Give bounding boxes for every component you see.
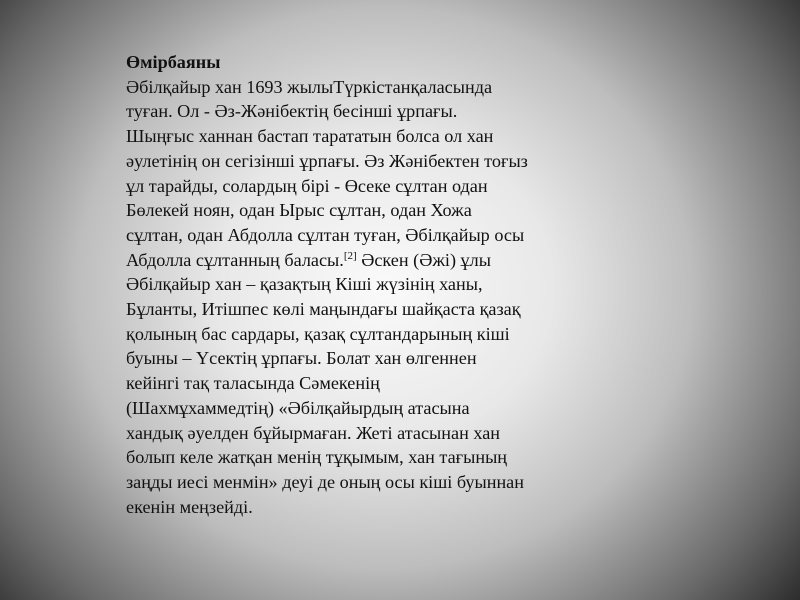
biography-heading: Өмірбаяны [126,52,221,72]
text-line: (Шахмұхаммедтің) «Әбілқайырдың атасына [126,397,470,418]
text-line: буыны – Үсектің ұрпағы. Болат хан өлгеннен [126,348,477,369]
text-line: Бұланты, Итішпес көлі маңындағы шайқаста қазақ [126,299,521,320]
text-line: Әбілқайыр хан – қазақтың Кіші жүзінің ханы, [126,274,483,295]
text-line: сұлтан, одан Абдолла сұлтан туған, Әбілқайыр осы [126,224,525,245]
text-line: Шыңғыс ханнан бастап тарататын болса ол хан [126,126,494,147]
text-line: Бөлекей ноян, одан Ырыс сұлтан, одан Хожа [126,200,472,221]
text-line: екенін меңзейді. [126,496,253,517]
text-line: қолының бас сардары, қазақ сұлтандарының кіші [126,323,510,344]
text-line: Әбілқайыр хан 1693 жылыТүркістанқаласында [126,76,493,97]
biography-text [126,50,626,519]
text-line: кейінгі тақ таласында Сәмекенің [126,373,380,394]
text-line: хандық әуелден бұйырмаған. Жеті атасынан хан [126,422,501,443]
text-line-with-reference [126,248,626,273]
text-line: заңды иесі менмін» деуі де оның осы кіші буыннан [126,471,524,492]
text-fragment: Әскен (Әжі) ұлы [356,249,491,270]
text-line: ұл тарайды, солардың бірі - Өсеке сұлтан одан [126,175,488,196]
text-line: болып келе жатқан менің тұқымым, хан тағының [126,447,508,468]
reference-marker[interactable]: [2] [343,249,357,262]
text-line: туған. Ол - Әз-Жәнібектің бесінші ұрпағы. [126,101,458,122]
text-line: әулетінің он сегізінші ұрпағы. Әз Жәнібектен тоғыз [126,150,528,171]
text-fragment: Абдолла сұлтанның баласы. [126,249,344,270]
